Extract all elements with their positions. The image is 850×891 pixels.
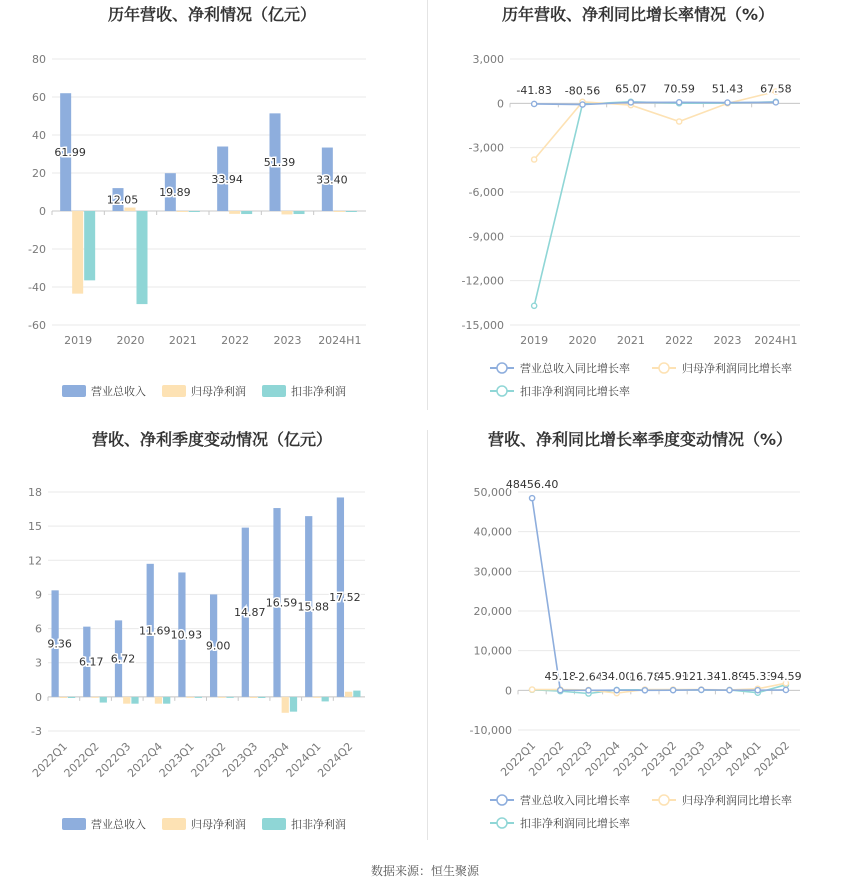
data-point-deducted-profit [532, 303, 537, 308]
legend-marker-deducted-profit [497, 386, 507, 396]
x-tick-label: 2023Q4 [695, 738, 736, 779]
bar-parent-profit [250, 697, 257, 698]
data-label-revenue-growth: 51.43 [711, 82, 744, 96]
bar-deducted-profit [131, 697, 138, 704]
x-tick-label: 2022Q4 [125, 739, 166, 780]
bar-deducted-profit [137, 211, 148, 304]
data-label-revenue: 15.88 [297, 600, 329, 614]
y-tick-label: 40 [32, 129, 46, 142]
legend-label-revenue: 营业总收入同比增长率 [520, 362, 630, 375]
data-label-revenue-growth: -80.56 [564, 84, 601, 98]
x-tick-label: 2022Q3 [554, 738, 595, 779]
y-tick-label: -20 [28, 243, 46, 256]
bar-deducted-profit [290, 697, 297, 712]
chart-title: 营收、净利同比增长率季度变动情况（%） [487, 430, 793, 449]
legend-label-parent-profit: 归母净利润 [191, 818, 246, 831]
x-tick-label: 2023 [713, 334, 742, 347]
x-tick-label: 2022Q1 [498, 738, 539, 779]
bar-deducted-profit [294, 211, 305, 214]
x-tick-label: 2020 [568, 334, 597, 347]
data-point-revenue [614, 688, 619, 693]
y-tick-label: -3 [31, 725, 42, 738]
legend-label-parent-profit: 归母净利润同比增长率 [682, 794, 792, 807]
x-tick-label: 2023Q4 [251, 739, 292, 780]
bar-deducted-profit [195, 697, 202, 698]
bar-parent-profit [313, 697, 320, 698]
x-tick-label: 2021 [616, 334, 645, 347]
chart-title: 营收、净利季度变动情况（亿元） [91, 430, 333, 449]
data-label-revenue-growth: 94.59 [770, 669, 802, 683]
bar-deducted-profit [84, 211, 95, 280]
x-tick-label: 2024Q2 [315, 739, 356, 780]
x-tick-label: 2019 [520, 334, 549, 347]
x-tick-label: 2021 [168, 334, 197, 347]
data-label-revenue: 6.17 [79, 655, 104, 669]
bar-parent-profit [91, 697, 98, 698]
data-point-parent-profit [532, 157, 537, 162]
data-label-revenue: 19.89 [159, 186, 191, 200]
x-tick-label: 2022 [665, 334, 694, 347]
data-label-revenue: 10.93 [170, 628, 203, 642]
data-label-revenue-growth: 45.33 [741, 670, 774, 684]
y-tick-label: -12,000 [461, 274, 504, 288]
data-point-revenue [699, 687, 704, 692]
data-label-revenue: 9.36 [47, 637, 72, 651]
y-tick-label: 6 [35, 622, 42, 636]
bar-parent-profit [282, 211, 293, 214]
x-tick-label: 2022Q2 [526, 738, 567, 779]
bar-deducted-profit [322, 697, 329, 702]
y-tick-label: 20,000 [473, 605, 512, 618]
x-tick-label: 2024Q2 [751, 738, 793, 779]
data-point-revenue [677, 100, 682, 105]
data-label-revenue: 12.05 [106, 193, 139, 207]
y-tick-label: -6,000 [468, 186, 504, 199]
y-tick-label: -60 [28, 319, 46, 332]
quarterly-growth-rate-line-chart [428, 420, 850, 860]
series-line-revenue [532, 498, 786, 690]
data-label-revenue-growth: 41.89 [713, 670, 746, 684]
annual-revenue-profit-bar-chart [0, 0, 425, 420]
bar-parent-profit [334, 211, 345, 212]
data-label-revenue-growth: -41.83 [516, 83, 552, 97]
data-point-revenue [727, 688, 732, 693]
y-tick-label: -3,000 [468, 141, 504, 155]
bar-parent-profit [187, 697, 194, 698]
data-label-revenue: 33.40 [316, 173, 348, 187]
x-tick-label: 2023Q1 [156, 739, 197, 780]
bar-parent-profit [177, 211, 188, 212]
x-tick-label: 2022Q4 [582, 738, 623, 779]
bar-parent-profit [125, 208, 136, 211]
x-tick-label: 2023 [273, 334, 302, 347]
data-label-revenue-growth: 65.07 [615, 82, 647, 96]
data-point-revenue [773, 100, 778, 105]
x-tick-label: 2022Q1 [29, 739, 70, 780]
bar-parent-profit [155, 697, 162, 704]
data-label-revenue: 9.00 [205, 639, 231, 653]
legend-swatch-deducted-profit [262, 818, 286, 830]
y-tick-label: 9 [35, 588, 42, 602]
x-tick-label: 2020 [116, 334, 145, 347]
bar-deducted-profit [258, 697, 265, 698]
y-tick-label: 30,000 [473, 565, 512, 579]
x-tick-label: 2023Q2 [188, 739, 229, 780]
data-label-revenue-growth: 48456.40 [505, 478, 559, 492]
x-tick-label: 2024Q1 [283, 739, 324, 780]
y-tick-label: 0 [39, 205, 46, 218]
y-tick-label: 10,000 [473, 644, 512, 658]
data-label-revenue: 14.87 [234, 606, 266, 620]
y-tick-label: -15,000 [461, 319, 504, 332]
legend-label-deducted-profit: 扣非净利润 [291, 818, 346, 831]
bar-deducted-profit [163, 697, 170, 704]
chart-title: 历年营收、净利同比增长率情况（%） [501, 5, 775, 24]
x-tick-label: 2023Q3 [667, 738, 708, 779]
data-label-revenue-growth: -2.64 [574, 670, 603, 684]
y-tick-label: 18 [28, 486, 42, 499]
data-source-note: 数据来源：恒生聚源 [370, 864, 479, 878]
y-tick-label: 3 [35, 656, 42, 670]
bar-parent-profit [60, 697, 67, 698]
bar-deducted-profit [100, 697, 107, 703]
bar-deducted-profit [68, 697, 75, 698]
divider-bottom [427, 430, 428, 840]
bar-deducted-profit [226, 697, 233, 698]
data-point-parent-profit [677, 119, 682, 124]
data-point-revenue [628, 100, 633, 105]
y-tick-label: 0 [497, 97, 504, 111]
legend-marker-deducted-profit [497, 818, 507, 828]
bar-parent-profit [345, 692, 352, 697]
legend-swatch-revenue [62, 818, 86, 830]
y-tick-label: 40,000 [473, 525, 512, 539]
bar-deducted-profit [353, 691, 360, 697]
data-label-revenue-growth: 45.18 [544, 670, 577, 684]
data-point-revenue [530, 496, 535, 501]
data-label-revenue: 33.94 [211, 172, 243, 186]
bar-parent-profit [218, 697, 225, 698]
legend-label-deducted-profit: 扣非净利润同比增长率 [520, 817, 630, 830]
y-tick-label: -40 [28, 281, 46, 294]
legend-marker-parent-profit [659, 795, 669, 805]
y-tick-label: 80 [32, 53, 46, 66]
legend-label-deducted-profit: 扣非净利润同比增长率 [520, 385, 630, 398]
x-tick-label: 2024H1 [754, 334, 798, 347]
data-label-revenue: 6.72 [110, 652, 136, 666]
legend-label-revenue: 营业总收入同比增长率 [520, 794, 630, 807]
y-tick-label: 60 [32, 91, 46, 104]
legend-label-revenue: 营业总收入 [91, 385, 146, 398]
data-point-revenue [586, 688, 591, 693]
y-tick-label: -9,000 [468, 230, 504, 244]
data-label-revenue: 61.99 [54, 146, 86, 160]
legend-label-revenue: 营业总收入 [91, 818, 146, 831]
bar-parent-profit [123, 697, 130, 704]
data-point-revenue [783, 687, 788, 692]
bar-deducted-profit [241, 211, 252, 214]
x-tick-label: 2023Q2 [639, 738, 680, 779]
y-tick-label: 50,000 [473, 486, 512, 499]
annual-growth-rate-line-chart [428, 0, 850, 420]
data-label-revenue: 51.39 [263, 156, 296, 170]
data-label-revenue: 11.69 [138, 624, 171, 638]
bar-parent-profit [72, 211, 83, 294]
x-tick-label: 2024Q1 [723, 738, 764, 779]
chart-title: 历年营收、净利情况（亿元） [107, 5, 317, 24]
bar-parent-profit [229, 211, 240, 214]
legend-label-parent-profit: 归母净利润 [191, 385, 246, 398]
y-tick-label: -10,000 [469, 724, 512, 737]
y-tick-label: 3,000 [472, 53, 504, 66]
data-label-revenue-growth: 16.78 [629, 670, 661, 684]
data-point-revenue [532, 101, 537, 106]
x-tick-label: 2022Q2 [61, 739, 102, 780]
divider-top [427, 0, 428, 410]
data-point-revenue [580, 102, 585, 107]
data-point-revenue [671, 688, 676, 693]
data-label-revenue-growth: 121.31 [682, 669, 721, 683]
y-tick-label: 15 [28, 520, 42, 534]
legend-marker-revenue [497, 363, 507, 373]
data-label-revenue: 17.52 [329, 591, 361, 605]
data-point-revenue [558, 688, 563, 693]
legend-swatch-parent-profit [162, 818, 186, 830]
bar-deducted-profit [346, 211, 357, 212]
data-point-revenue [642, 688, 647, 693]
legend-swatch-revenue [62, 385, 86, 397]
legend-marker-parent-profit [659, 363, 669, 373]
quarterly-revenue-profit-bar-chart [0, 420, 425, 860]
legend-label-deducted-profit: 扣非净利润 [291, 385, 346, 398]
legend-swatch-parent-profit [162, 385, 186, 397]
x-tick-label: 2022 [221, 334, 250, 347]
x-tick-label: 2024H1 [318, 334, 362, 347]
data-point-parent-profit [530, 687, 535, 692]
data-label-revenue: 16.59 [265, 596, 298, 610]
data-label-revenue-growth: 67.58 [760, 82, 792, 96]
legend-label-parent-profit: 归母净利润同比增长率 [682, 362, 792, 375]
legend-marker-revenue [497, 795, 507, 805]
y-tick-label: 0 [505, 684, 512, 698]
data-point-revenue [755, 688, 760, 693]
bar-parent-profit [282, 697, 289, 713]
x-tick-label: 2019 [64, 334, 93, 347]
data-point-revenue [725, 100, 730, 105]
bar-deducted-profit [189, 211, 200, 212]
series-line-deducted-profit [534, 102, 776, 306]
y-tick-label: 0 [35, 690, 42, 704]
y-tick-label: 12 [28, 554, 42, 568]
data-label-revenue-growth: 34.00 [600, 670, 633, 684]
data-label-revenue-growth: 70.59 [663, 82, 695, 96]
y-tick-label: 20 [32, 167, 46, 180]
data-label-revenue-growth: 45.99 [657, 670, 689, 684]
legend-swatch-deducted-profit [262, 385, 286, 397]
x-tick-label: 2023Q1 [610, 738, 652, 779]
x-tick-label: 2023Q3 [220, 739, 261, 780]
x-tick-label: 2022Q3 [93, 739, 134, 780]
